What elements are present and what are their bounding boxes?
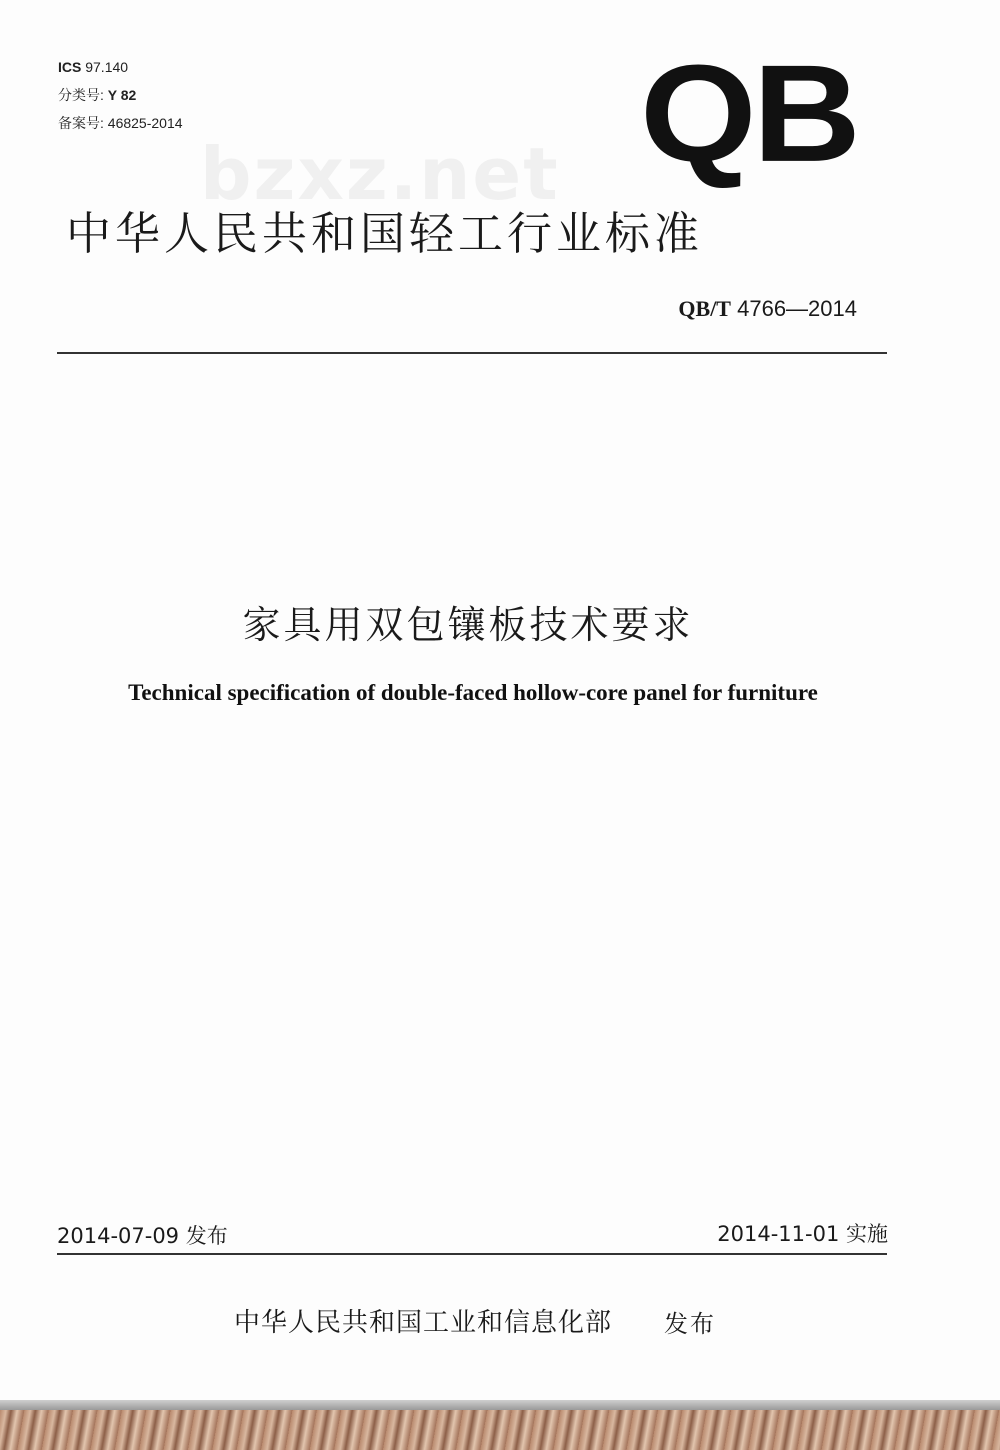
ics-value: 97.140 <box>85 59 129 75</box>
standard-code-number: 4766—2014 <box>737 296 857 321</box>
classification-line <box>58 88 136 102</box>
record-value: 46825-2014 <box>107 115 183 131</box>
record-line <box>58 116 183 130</box>
issue-date: 2014-07-09 发布 <box>57 1224 228 1248</box>
standard-code <box>678 296 857 322</box>
document-title-cn: 家具用双包镶板技术要求 <box>242 603 694 647</box>
publish-label: 发布 <box>664 1310 716 1338</box>
page-edge <box>0 1400 1000 1410</box>
classification-value: Y 82 <box>107 87 137 103</box>
background-surface <box>0 1410 1000 1450</box>
implementation-date: 2014-11-01 实施 <box>717 1222 888 1246</box>
bottom-divider <box>57 1253 887 1255</box>
classification-label: 分类号: <box>58 87 104 103</box>
top-divider <box>57 352 887 354</box>
record-label: 备案号: <box>58 115 104 131</box>
ics-label: ICS <box>58 59 82 75</box>
publisher: 中华人民共和国工业和信息化部 <box>234 1308 613 1338</box>
watermark: bzxz.net <box>200 132 560 216</box>
qb-logo: QB <box>640 35 857 191</box>
standard-code-prefix: QB/T <box>678 296 731 321</box>
standard-title: 中华人民共和国轻工行业标准 <box>66 207 704 260</box>
ics-line <box>58 60 128 74</box>
document-title-en: Technical specification of double-faced hollow-core panel for furniture <box>128 680 818 705</box>
